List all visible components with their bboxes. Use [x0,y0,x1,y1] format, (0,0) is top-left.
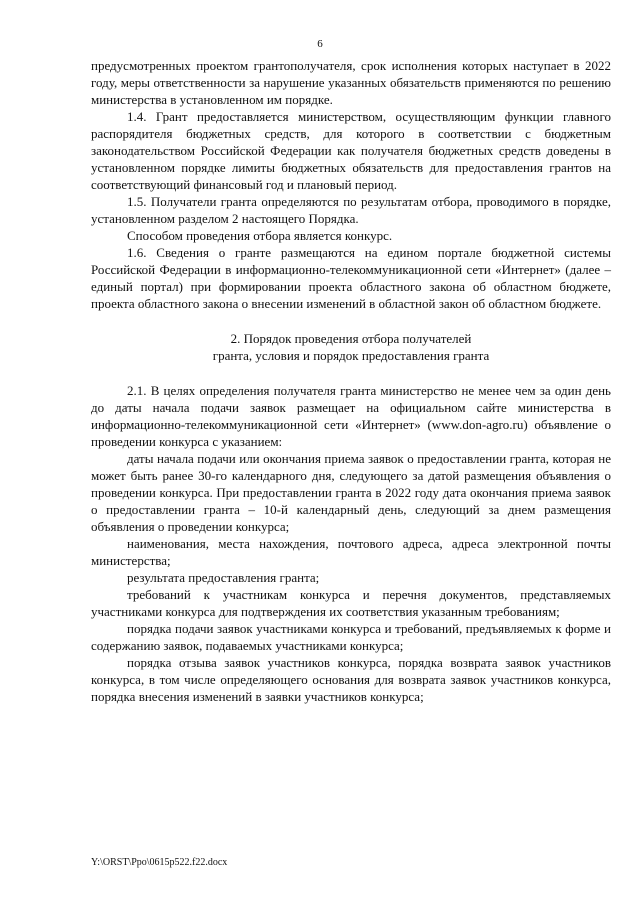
paragraph: порядка отзыва заявок участников конкурса, порядка возврата заявок участников конкурса, в том числе определяющего основания для возврата заявок участников конкурса, порядка внесения изменений в заявки участников конкурса; [91,655,611,704]
paragraph: порядка подачи заявок участниками конкурса и требований, предъявляемых к форме и содержанию заявок, подаваемых участниками конкурса; [91,621,611,653]
paragraph: наименования, места нахождения, почтового адреса, адреса электронной почты министерства; [91,536,611,568]
paragraph: даты начала подачи или окончания приема заявок о предоставлении гранта, которая не может быть ранее 30-го календарного дня, следующего за датой размещения объявления о проведении конкурса. При предоставлении гранта в 2022 году дата окончания приема заявок о предоставлении гранта – 10-й календарный день, следующий за днем размещения объявления о проведении конкурса; [91,451,611,534]
paragraph: результата предоставления гранта; [127,570,320,585]
paragraph: 1.4. Грант предоставляется министерством, осуществляющим функции главного распорядителя бюджетных средств, для которого в соответствии с бюджетным законодательством Российской Федерации как получателя бюджетных средств доведены в установленном порядке лимиты бюджетных обязательств для предоставления грантов на соответствующий финансовый год и плановый период. [91,109,611,192]
paragraph: предусмотренных проектом грантополучателя, срок исполнения которых наступает в 2022 году, меры ответственности за нарушение указанных обязательств применяются по решению министерства в установленном им порядке. [91,58,611,107]
paragraph: требований к участникам конкурса и перечня документов, представляемых участниками конкурса для подтверждения их соответствия указанным требованиям; [91,587,611,619]
section-heading-line: 2. Порядок проведения отбора получателей [230,331,472,346]
document-body [91,57,611,705]
footer-file-path: Y:\ORST\Ppo\0615p522.f22.docx [91,857,228,868]
paragraph: 2.1. В целях определения получателя гранта министерство не менее чем за один день до даты начала подачи заявок размещает на официальном сайте министерства в информационно-телекоммуникационной сети «Интернет» (www.don-agro.ru) объявление о проведении конкурса с указанием: [91,383,611,449]
paragraph: 1.5. Получатели гранта определяются по результатам отбора, проводимого в порядке, установленном разделом 2 настоящего Порядка. [91,194,611,226]
paragraph: 1.6. Сведения о гранте размещаются на едином портале бюджетной системы Российской Федерации в информационно-телекоммуникационной сети «Интернет» (далее – единый портал) при формировании проекта областного закона об областном бюджете, проекта областного закона о внесении изменений в областной закон об областном бюджете. [91,245,611,311]
page-number: 6 [317,38,323,50]
paragraph: Способом проведения отбора является конкурс. [127,228,393,243]
section-heading-line: гранта, условия и порядок предоставления гранта [212,348,490,363]
section-heading [91,330,611,364]
